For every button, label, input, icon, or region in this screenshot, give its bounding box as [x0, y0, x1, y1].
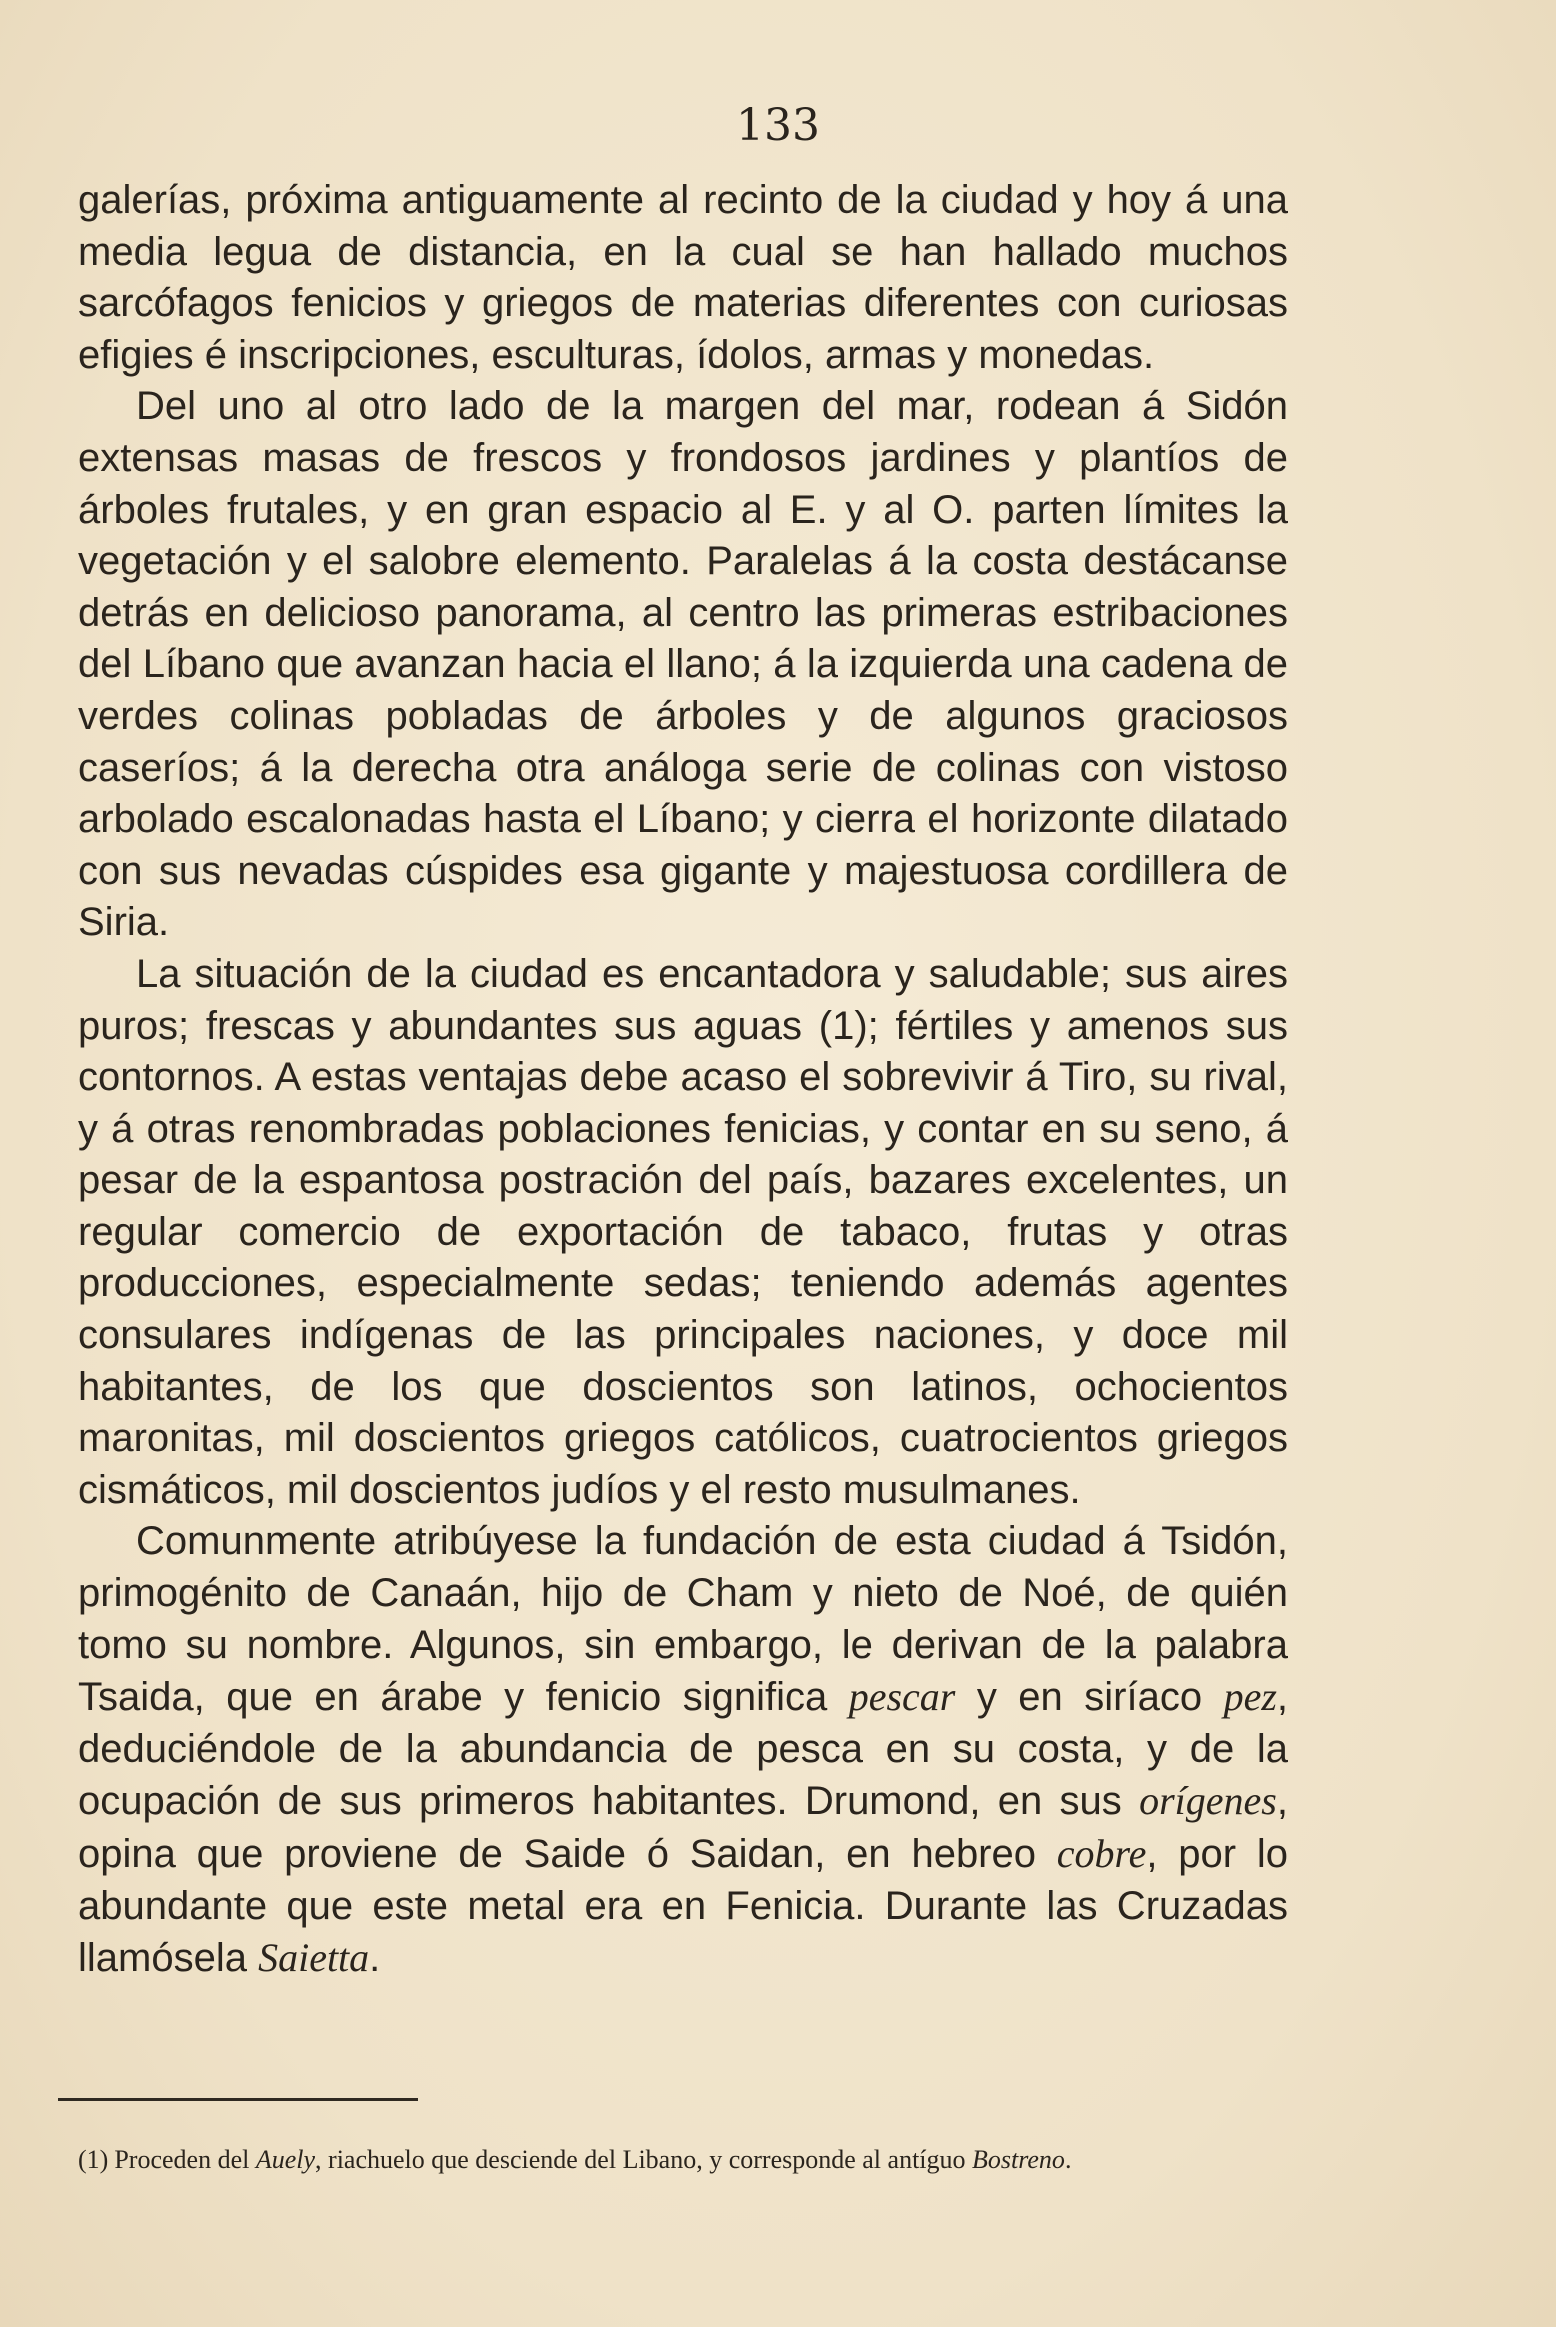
page-number: 133: [736, 100, 820, 151]
footnote-divider: [58, 2098, 418, 2101]
paragraph: [78, 949, 1288, 1517]
paragraph: [78, 381, 1288, 949]
text-run: La situación de la ciudad es encantadora y saludable; sus aires puros; frescas y abundantes sus aguas (1); fértiles y amenos sus contornos. A estas ventajas debe acaso el sobrevivir á Tiro, su rival, y á otras renombradas poblaciones fenicias, y contar en su seno, á pesar de la espantosa postración del país, bazares excelentes, un regular comercio de exportación de tabaco, frutas y otras producciones, especialmente sedas; teniendo además agentes consulares indígenas de las principales naciones, y doce mil habitantes, de los que doscientos son latinos, ochocientos maronitas, mil doscientos griegos católicos, cuatrocientos griegos cismáticos, mil doscientos judíos y el resto musulmanes.: [78, 951, 1288, 1512]
footnote-text: [114, 2145, 1071, 2174]
footnote-mark: (1): [78, 2145, 109, 2174]
footnote: [78, 2140, 1288, 2180]
text-run: y en siríaco: [955, 1675, 1224, 1720]
text-run: Comunmente atribúyese la fundación de esta ciudad á Tsidón, primogénito de Canaán, hijo de Cham y nieto de Noé, de quién tomo su nombre. Algunos, sin embargo, le derivan de la palabra Tsaida, que en árabe y fenicio significa: [78, 1519, 1288, 1720]
italic-text: Bostreno: [972, 2145, 1065, 2174]
italic-text: cobre: [1056, 1831, 1147, 1876]
text-run: , opina que proviene de Saide ó Saidan, en hebreo: [78, 1779, 1288, 1876]
text-run: .: [369, 1936, 381, 1981]
body-text: [78, 175, 1288, 1985]
text-run: , deduciéndole de la abundancia de pesca en su costa, y de la ocupación de sus primeros habitantes. Drumond, en sus: [78, 1675, 1289, 1824]
text-run: Proceden del: [114, 2145, 256, 2174]
italic-text: pescar: [848, 1674, 956, 1720]
text-run: galerías, próxima antiguamente al recinto de la ciudad y hoy á una media legua de distancia, en la cual se han hallado muchos sarcófagos fenicios y griegos de materias diferentes con curiosas efigies é inscripciones, esculturas, ídolos, armas y monedas.: [78, 178, 1288, 377]
italic-text: Saietta: [258, 1935, 370, 1981]
text-run: .: [1064, 2145, 1072, 2174]
paragraph: [78, 175, 1288, 381]
paragraph: [78, 1516, 1288, 1984]
text-run: Del uno al otro lado de la margen del mar, rodean á Sidón extensas masas de frescos y frondosos jardines y plantíos de árboles frutales, y en gran espacio al E. y al O. parten límites la vegetación y el salobre elemento. Paralelas á la costa destácanse detrás en delicioso panorama, al centro las primeras estribaciones del Líbano que avanzan hacia el llano; á la izquierda una cadena de verdes colinas pobladas de árboles y de algunos graciosos caseríos; á la derecha otra análoga serie de colinas con vistoso arbolado escalonadas hasta el Líbano; y cierra el horizonte dilatado con sus nevadas cúspides esa gigante y majestuosa cordillera de Siria.: [78, 384, 1288, 945]
italic-text: orígenes: [1139, 1778, 1277, 1824]
italic-text: Auely: [255, 2145, 316, 2174]
italic-text: pez: [1223, 1674, 1277, 1720]
text-run: , por lo abundante que este metal era en Fenicia. Durante las Cruzadas llamósela: [78, 1832, 1288, 1981]
text-run: , riachuelo que desciende del Libano, y corresponde al antíguo: [315, 2145, 973, 2174]
